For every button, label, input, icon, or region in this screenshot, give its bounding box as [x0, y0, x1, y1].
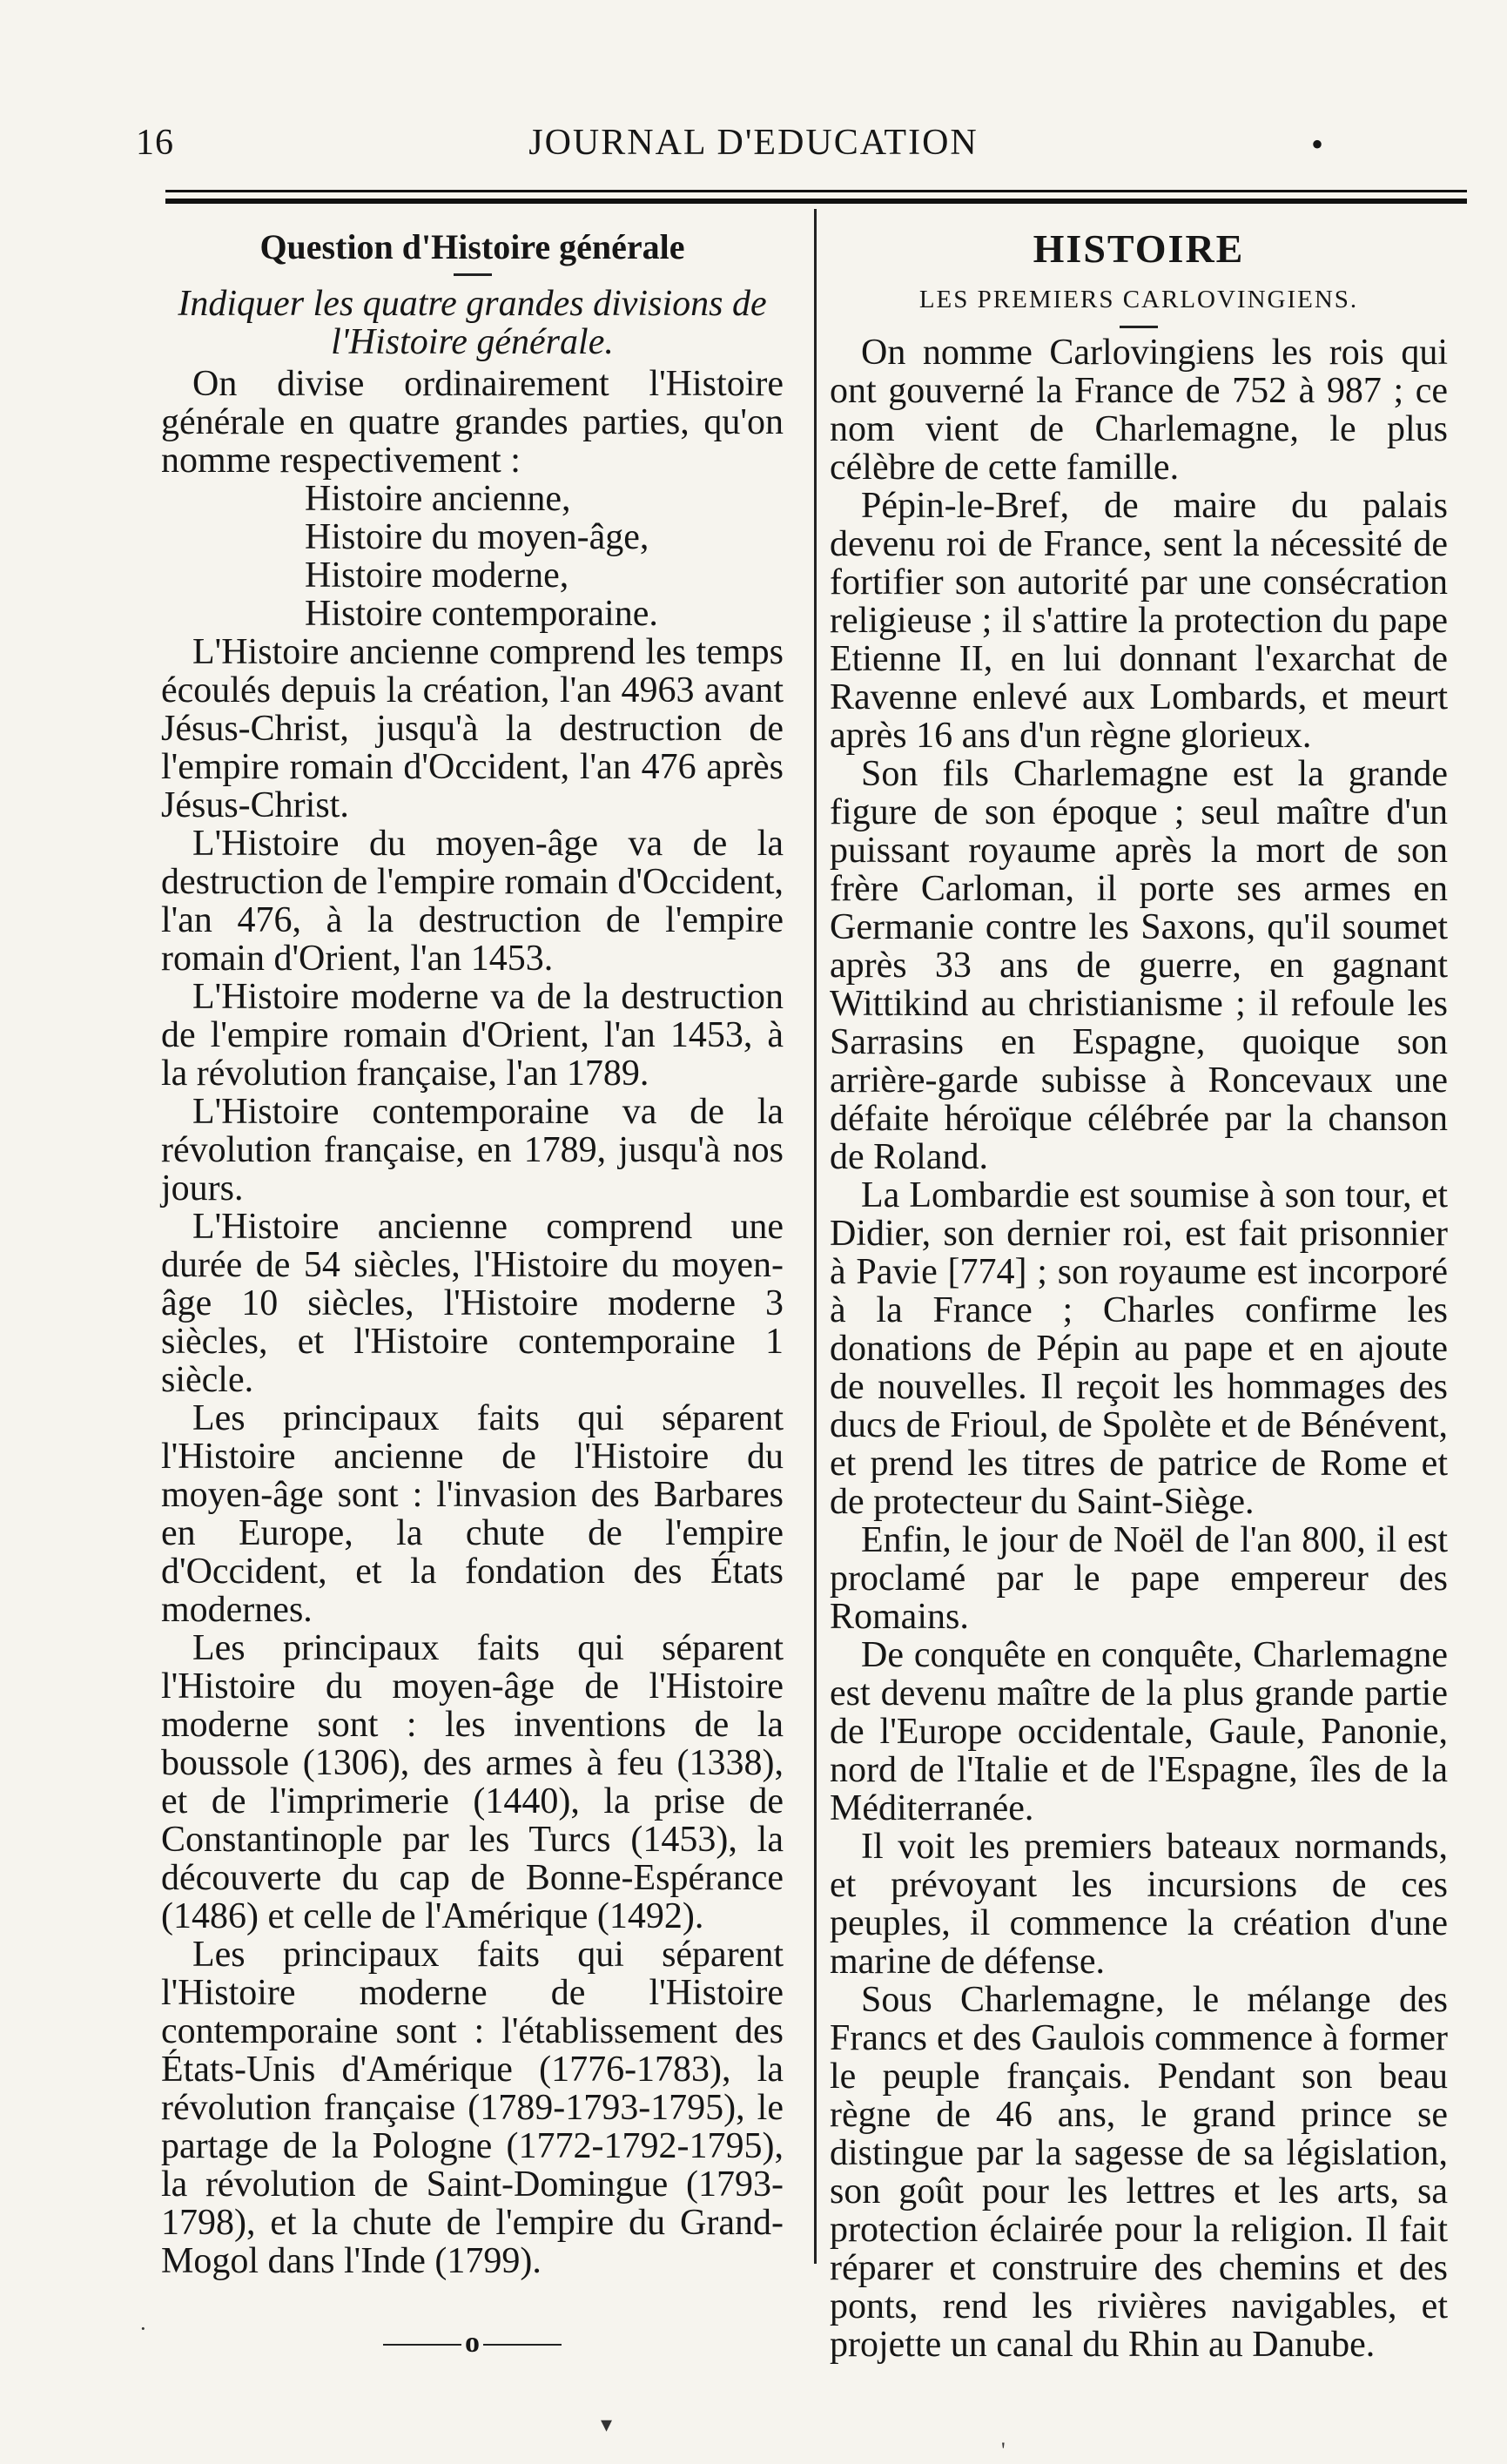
- end-mark-letter: o: [465, 2326, 480, 2359]
- print-speck: ▾: [601, 2412, 613, 2437]
- paragraph-facts-2: Les principaux faits qui séparent l'Histoire du moyen-âge de l'Histoire moderne sont : les inventions de la boussole (1306), des armes à feu (1338), et de l'imprimerie (1440), la prise de Constantinople par les Turcs (1453), la découverte du cap de Bonne-Espérance (1486) et celle de l'Amérique (1492).: [161, 1628, 784, 1936]
- journal-title: JOURNAL D'EDUCATION: [528, 123, 979, 163]
- end-rule-left: [383, 2344, 461, 2346]
- paragraph-charlemagne: Son fils Charlemagne est la grande figure de son époque ; seul maître d'un puissant royaume après la mort de son frère Carloman, il porte ses armes en Germanie contre les Saxons, qu'il soumet après 33 ans de guerre, en gagnant Wittikind au christianisme ; il refoule les Sarrasins en Espagne, quoique son arrière-garde subisse à Roncevaux une défaite héroïque célébrée par la chanson de Roland.: [830, 754, 1448, 1177]
- paragraph-lombardie: La Lombardie est soumise à son tour, et Didier, son dernier roi, est fait prisonnier à Pavie [774] ; son royaume est incorporé à la France ; Charles confirme les donations de Pépin au pape et en ajoute de nouvelles. Il reçoit les hommages des ducs de Frioul, de Spolète et de Bénévent, et prend les titres de patrice de Rome et de protecteur du Saint-Siège.: [830, 1175, 1448, 1522]
- paragraph-modern: L'Histoire moderne va de la destruction de l'empire romain d'Orient, l'an 1453, à la révolution française, l'an 1789.: [161, 977, 784, 1094]
- paragraph-normands: Il voit les premiers bateaux normands, et prévoyant les incursions de ces peuples, il commence la création d'une marine de défense.: [830, 1827, 1448, 1982]
- division-item: Histoire moderne,: [305, 555, 569, 596]
- intro-paragraph: On divise ordinairement l'Histoire générale en quatre grandes parties, qu'on nomme respectivement :: [161, 364, 784, 481]
- print-speck: ·: [139, 2316, 147, 2341]
- paragraph-noel: Enfin, le jour de Noël de l'an 800, il est proclamé par le pape empereur des Romains.: [830, 1520, 1448, 1637]
- header-rule-thin: [165, 190, 1467, 192]
- paragraph-carlovingiens: On nomme Carlovingiens les rois qui ont gouverné la France de 752 à 987 ; ce nom vient de Charlemagne, le plus célèbre de cette famille.: [830, 333, 1448, 488]
- left-column: [161, 228, 784, 2362]
- division-item: Histoire contemporaine.: [305, 594, 658, 634]
- end-rule-right: [483, 2344, 562, 2346]
- paragraph-middle-ages: L'Histoire du moyen-âge va de la destruction de l'empire romain d'Occident, l'an 476, à la destruction de l'empire romain d'Orient, l'an 1453.: [161, 824, 784, 979]
- right-column: [830, 228, 1448, 2364]
- paragraph-facts-3: Les principaux faits qui séparent l'Histoire moderne de l'Histoire contemporaine sont : l'établissement des États-Unis d'Amérique (1776-1783), la révolution française (1789-1793-1795), le partage de la Pologne (1772-1792-1795), la révolution de Saint-Domingue (1793-1798), et la chute de l'empire du Grand-Mogol dans l'Inde (1799).: [161, 1935, 784, 2281]
- paragraph-ancient: L'Histoire ancienne comprend les temps écoulés depuis la création, l'an 4963 avant Jésus-Christ, jusqu'à la destruction de l'empire romain d'Occident, l'an 476 après Jésus-Christ.: [161, 632, 784, 825]
- paragraph-contemporary: L'Histoire contemporaine va de la révolution française, en 1789, jusqu'à nos jours.: [161, 1092, 784, 1208]
- end-mark: [161, 2324, 784, 2362]
- right-subtitle: LES PREMIERS CARLOVINGIENS.: [918, 286, 1359, 313]
- division-item: Histoire du moyen-âge,: [305, 517, 649, 557]
- division-item: Histoire ancienne,: [305, 479, 571, 519]
- header-rule-thick: [165, 199, 1467, 204]
- subtitle-dash: [1120, 326, 1158, 328]
- question-text: Indiquer les quatre grandes divisions de l'Histoire générale.: [178, 284, 767, 362]
- column-divider: [814, 209, 817, 2264]
- left-heading: Question d'Histoire générale: [259, 227, 685, 266]
- page-number: 16: [136, 123, 174, 163]
- heading-dash: [454, 273, 492, 276]
- right-heading: HISTOIRE: [1033, 226, 1245, 271]
- paragraph-regne: Sous Charlemagne, le mélange des Francs et des Gaulois commence à former le peuple français. Pendant son beau règne de 46 ans, le grand prince se distingue par la sagesse de sa législation, son goût pour les lettres et les arts, sa protection éclairée pour la religion. Il fait réparer et construire des chemins et des ponts, rend les rivières navigables, et projette un canal du Rhin au Danube.: [830, 1980, 1448, 2365]
- paragraph-facts-1: Les principaux faits qui séparent l'Histoire ancienne de l'Histoire du moyen-âge sont : l'invasion des Barbares en Europe, la chute de l'empire d'Occident, et la fondation des États modernes.: [161, 1398, 784, 1630]
- paragraph-conquetes: De conquête en conquête, Charlemagne est devenu maître de la plus grande partie de l'Europe occidentale, Gaule, Panonie, nord de l'Italie et de l'Espagne, îles de la Méditerranée.: [830, 1635, 1448, 1828]
- divisions-list: [305, 480, 784, 633]
- print-speck: ': [1001, 2438, 1006, 2463]
- header-bullet: •: [1311, 125, 1324, 164]
- paragraph-pepin: Pépin-le-Bref, de maire du palais devenu roi de France, sent la nécessité de fortifier son autorité par une consécration religieuse ; il s'attire la protection du pape Etienne II, en lui donnant l'exarchat de Ravenne enlevé aux Lombards, et meurt après 16 ans d'un règne glorieux.: [830, 486, 1448, 756]
- paragraph-durations: L'Histoire ancienne comprend une durée de 54 siècles, l'Histoire du moyen-âge 10 siècles, l'Histoire moderne 3 siècles, et l'Histoire contemporaine 1 siècle.: [161, 1207, 784, 1400]
